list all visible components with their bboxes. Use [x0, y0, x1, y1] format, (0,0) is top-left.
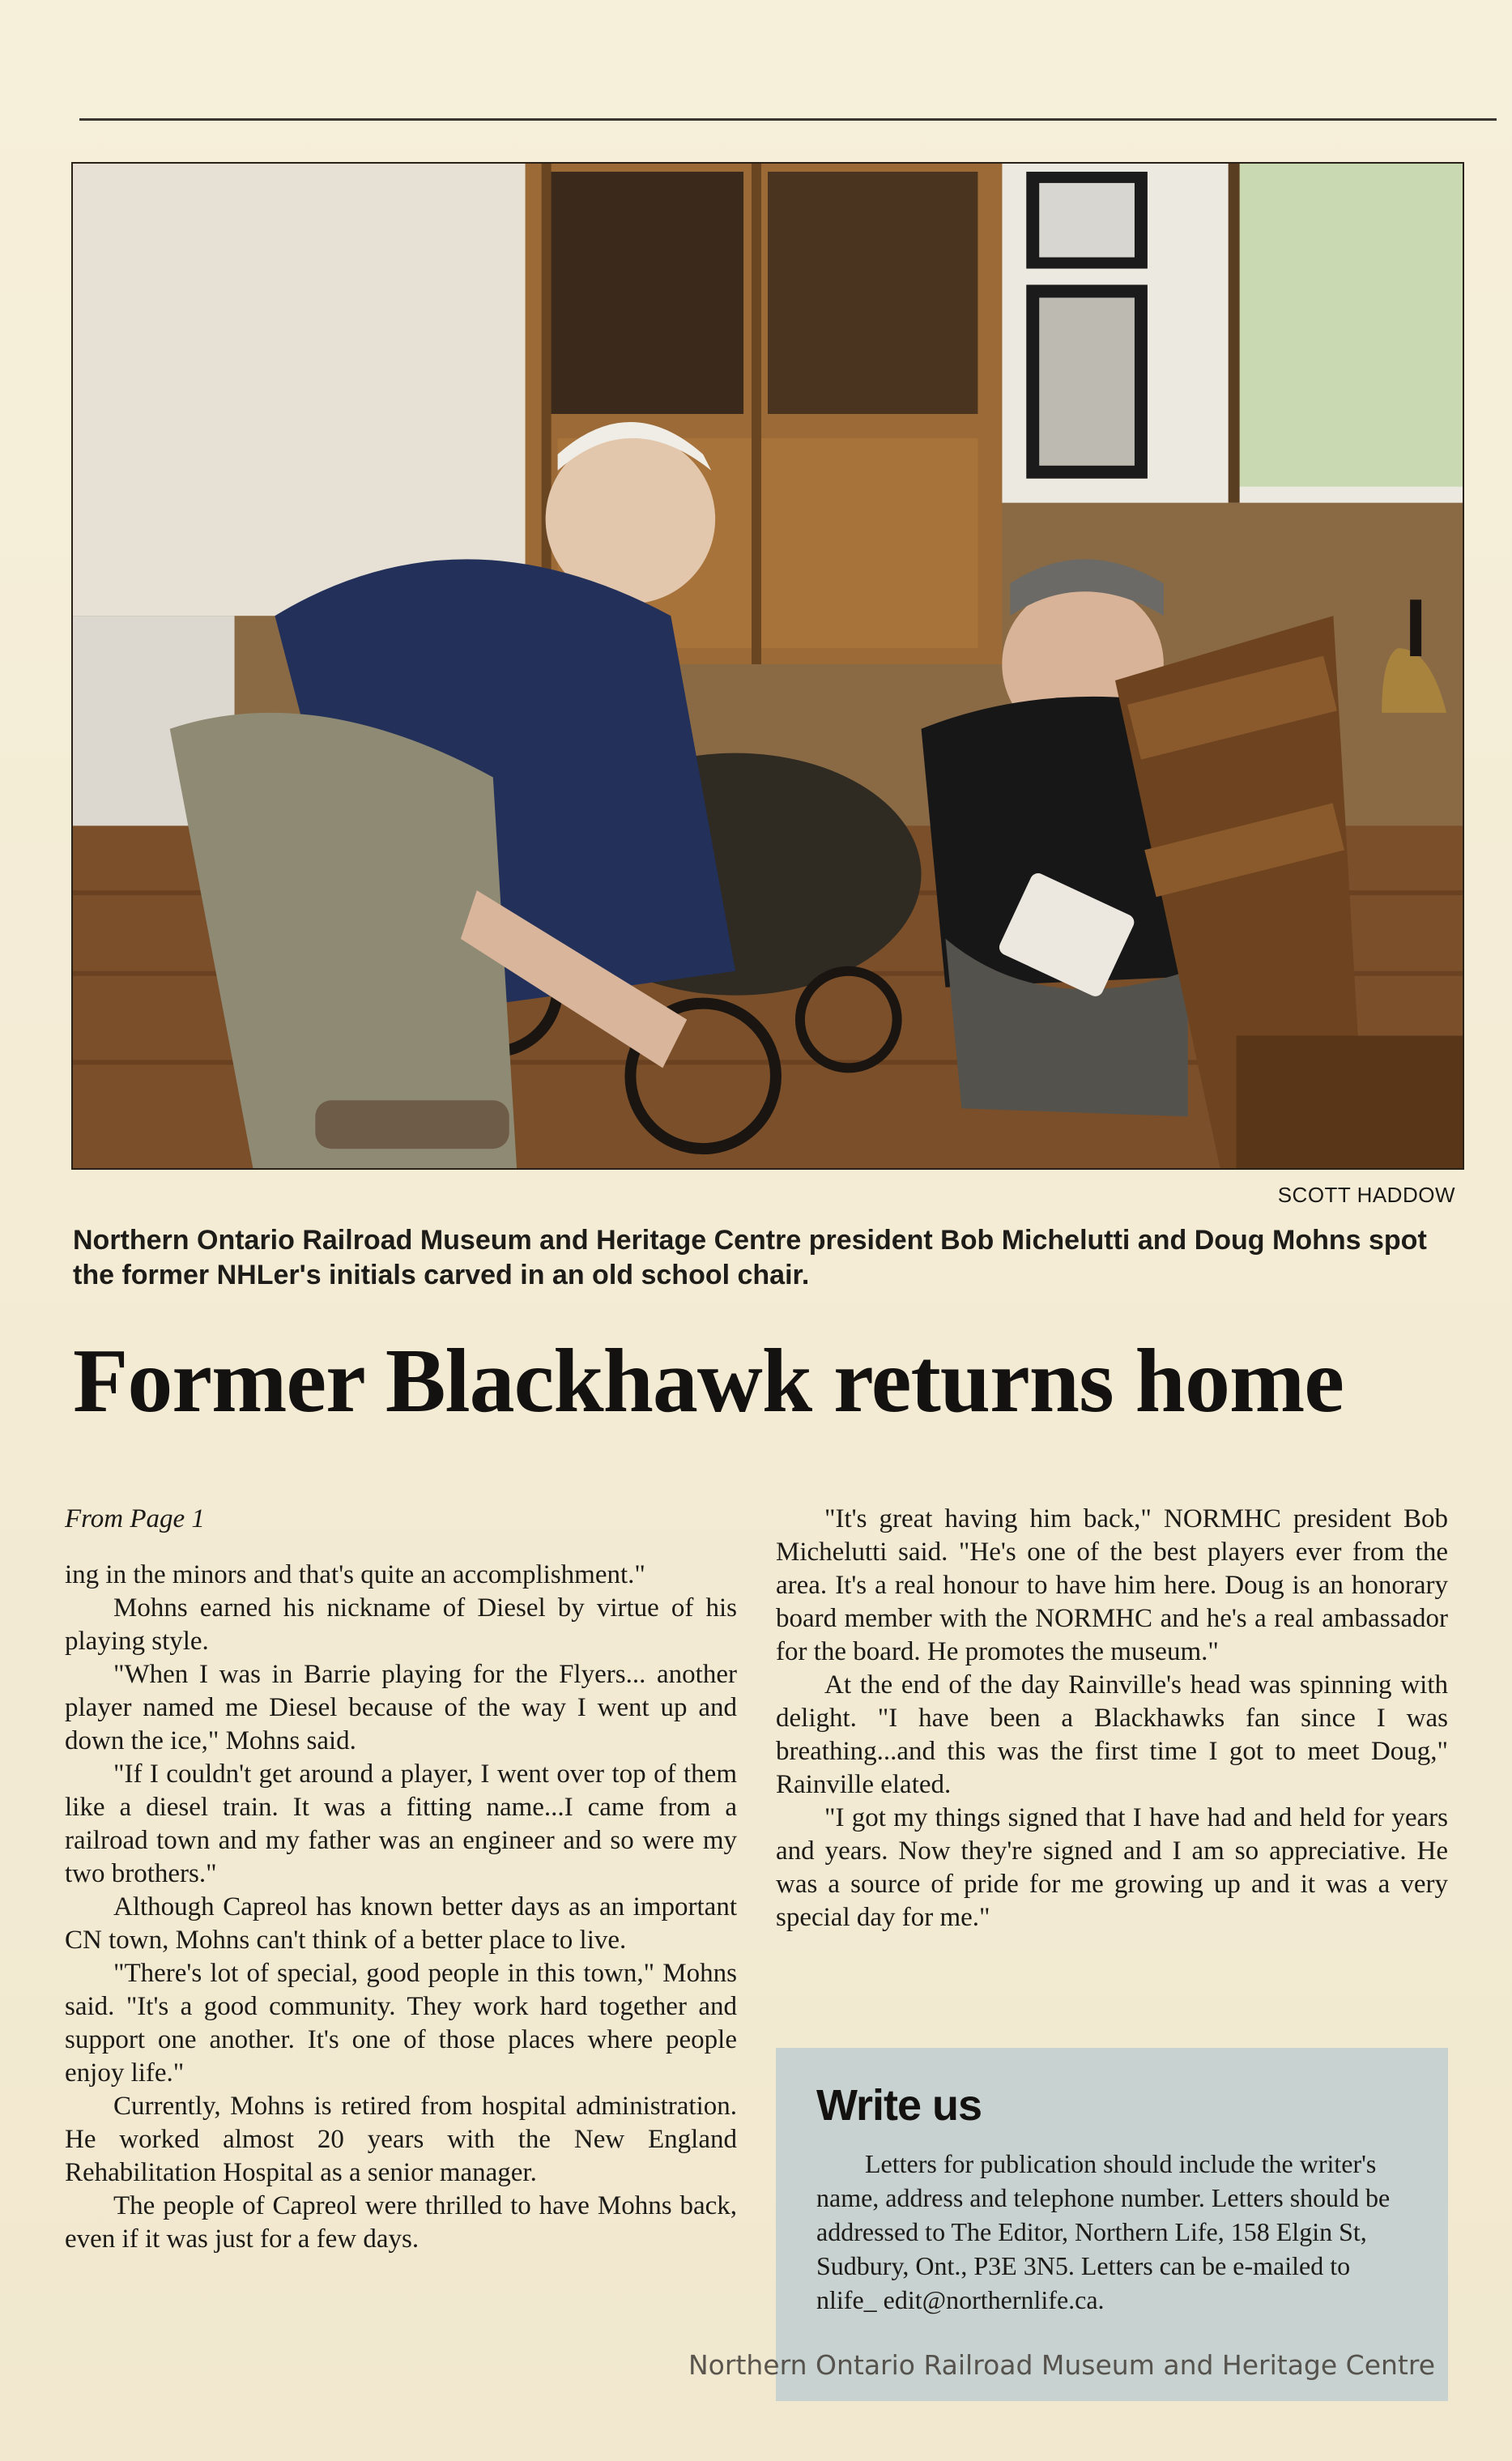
- paragraph: Currently, Mohns is retired from hospital administration. He worked almost 20 years with the New England Rehabilitation Hospital as a senior manager.: [65, 2092, 737, 2187]
- photo-caption: Northern Ontario Railroad Museum and Heritage Centre president Bob Michelutti and Doug Mohns spot the former NHLer's initials carved in an old school chair.: [73, 1225, 1427, 1290]
- article-headline: Former Blackhawk returns home: [73, 1331, 1344, 1431]
- article-photo: [71, 162, 1464, 1170]
- top-rule: [79, 118, 1497, 121]
- paragraph: Although Capreol has known better days as an important CN town, Mohns can't think of a better place to live.: [65, 1892, 737, 1955]
- paragraph: "There's lot of special, good people in this town," Mohns said. "It's a good community. They work hard together and support one another. It's one of those places where people enjoy life.": [65, 1959, 737, 2088]
- photo-credit: SCOTT HADDOW: [1277, 1183, 1455, 1207]
- paragraph: ing in the minors and that's quite an accomplishment.": [65, 1560, 645, 1589]
- paragraph: The people of Capreol were thrilled to have Mohns back, even if it was just for a few days.: [65, 2191, 737, 2254]
- write-us-body: Letters for publication should include the writer's name, address and telephone number. Letters should be addressed to The Editor, Northern Life, 158 Elgin St, Sudbury, Ont., P3E 3N5. Letters can be e-mailed to nlife_ edit@northernlife.ca.: [816, 2149, 1391, 2314]
- article-column-right: [776, 1503, 1448, 1934]
- write-us-title: Write us: [816, 2081, 982, 2130]
- paragraph: "If I couldn't get around a player, I went over top of them like a diesel train. It was a fitting name...I came from a railroad town and my father was an engineer and so were my two brothers.": [65, 1759, 737, 1888]
- paragraph: "It's great having him back," NORMHC president Bob Michelutti said. "He's one of the best players ever from the area. It's a real honour to have him here. Doug is an honorary board member with the NORMHC and he's a real ambassador for the board. He promotes the museum.": [776, 1504, 1448, 1666]
- photo-illustration: [73, 164, 1463, 1168]
- paragraph: "I got my things signed that I have had and held for years and years. Now they're signed and I am so appreciative. He was a source of pride for me growing up and it was a very special day for me.": [776, 1803, 1448, 1932]
- article-column-left: [65, 1503, 737, 2256]
- paragraph: At the end of the day Rainville's head was spinning with delight. "I have been a Blackhawks fan since I was breathing...and this was the first time I got to meet Doug," Rainville elated.: [776, 1670, 1448, 1799]
- paragraph: Mohns earned his nickname of Diesel by virtue of his playing style.: [65, 1593, 737, 1656]
- jump-label: From Page 1: [65, 1504, 205, 1533]
- archive-watermark: Northern Ontario Railroad Museum and Heritage Centre: [688, 2349, 1436, 2381]
- paragraph: "When I was in Barrie playing for the Flyers... another player named me Diesel because of the way I went up and down the ice," Mohns said.: [65, 1660, 737, 1755]
- write-us-box: [776, 2048, 1448, 2401]
